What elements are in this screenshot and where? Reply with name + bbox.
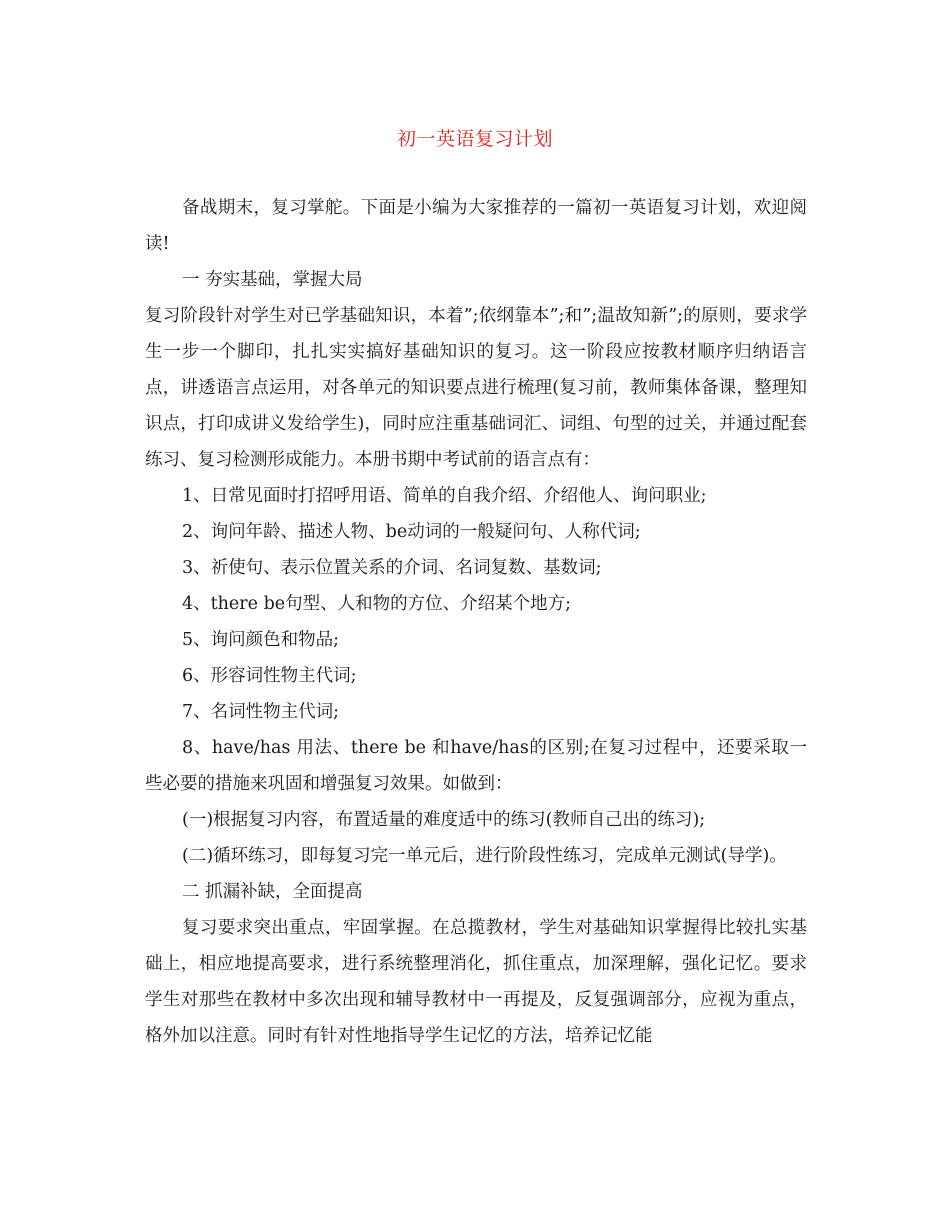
list-item: 4、there be句型、人和物的方位、介绍某个地方; (182, 594, 572, 614)
measure-item: (一)根据复习内容，布置适量的难度适中的练习(教师自己出的练习); (182, 810, 706, 830)
list-item: 7、名词性物主代词; (182, 702, 340, 722)
list-item: 5、询问颜色和物品; (182, 630, 340, 650)
section-1-paragraph: 复习阶段针对学生对已学基础知识，本着”;依纲靠本”;和”;温故知新”;的原则，要求学生一步一个脚印，扎扎实实搞好基础知识的复习。这一阶段应按教材顺序归纳语言点，讲透语言点运用，对各单元的知识要点进行梳理(复习前，教师集体备课，整理知识点，打印成讲义发给学生)，同时应注重基础词汇、词组、句型的过关，并通过配套练习、复习检测形成能力。本册书期中考试前的语言点有： (145, 306, 807, 470)
document-body (145, 190, 807, 1054)
list-item: 1、日常见面时打招呼用语、简单的自我介绍、介绍他人、询问职业; (182, 486, 707, 506)
list-item: 3、祈使句、表示位置关系的介词、名词复数、基数词; (182, 558, 602, 578)
list-item: 6、形容词性物主代词; (182, 666, 357, 686)
list-item: 8、have/has 用法、there be 和have/has的区别;在复习过程中，还要采取一些必要的措施来巩固和增强复习效果。如做到： (145, 738, 807, 794)
intro-paragraph: 备战期末，复习掌舵。下面是小编为大家推荐的一篇初一英语复习计划，欢迎阅读! (145, 198, 807, 254)
document-title: 初一英语复习计划 (396, 128, 553, 150)
section-2-paragraph: 复习要求突出重点，牢固掌握。在总揽教材，学生对基础知识掌握得比较扎实基础上，相应地提高要求，进行系统整理消化，抓住重点，加深理解，强化记忆。要求学生对那些在教材中多次出现和辅导教材中一再提及，反复强调部分，应视为重点，格外加以注意。同时有针对性地指导学生记忆的方法，培养记忆能 (145, 918, 807, 1046)
list-item: 2、询问年龄、描述人物、be动词的一般疑问句、人称代词; (182, 522, 641, 542)
section-heading-2: 二 抓漏补缺，全面提高 (182, 882, 363, 902)
section-heading-1: 一 夯实基础，掌握大局 (182, 270, 363, 290)
measure-item: (二)循环练习，即每复习完一单元后，进行阶段性练习，完成单元测试(导学)。 (182, 846, 787, 866)
